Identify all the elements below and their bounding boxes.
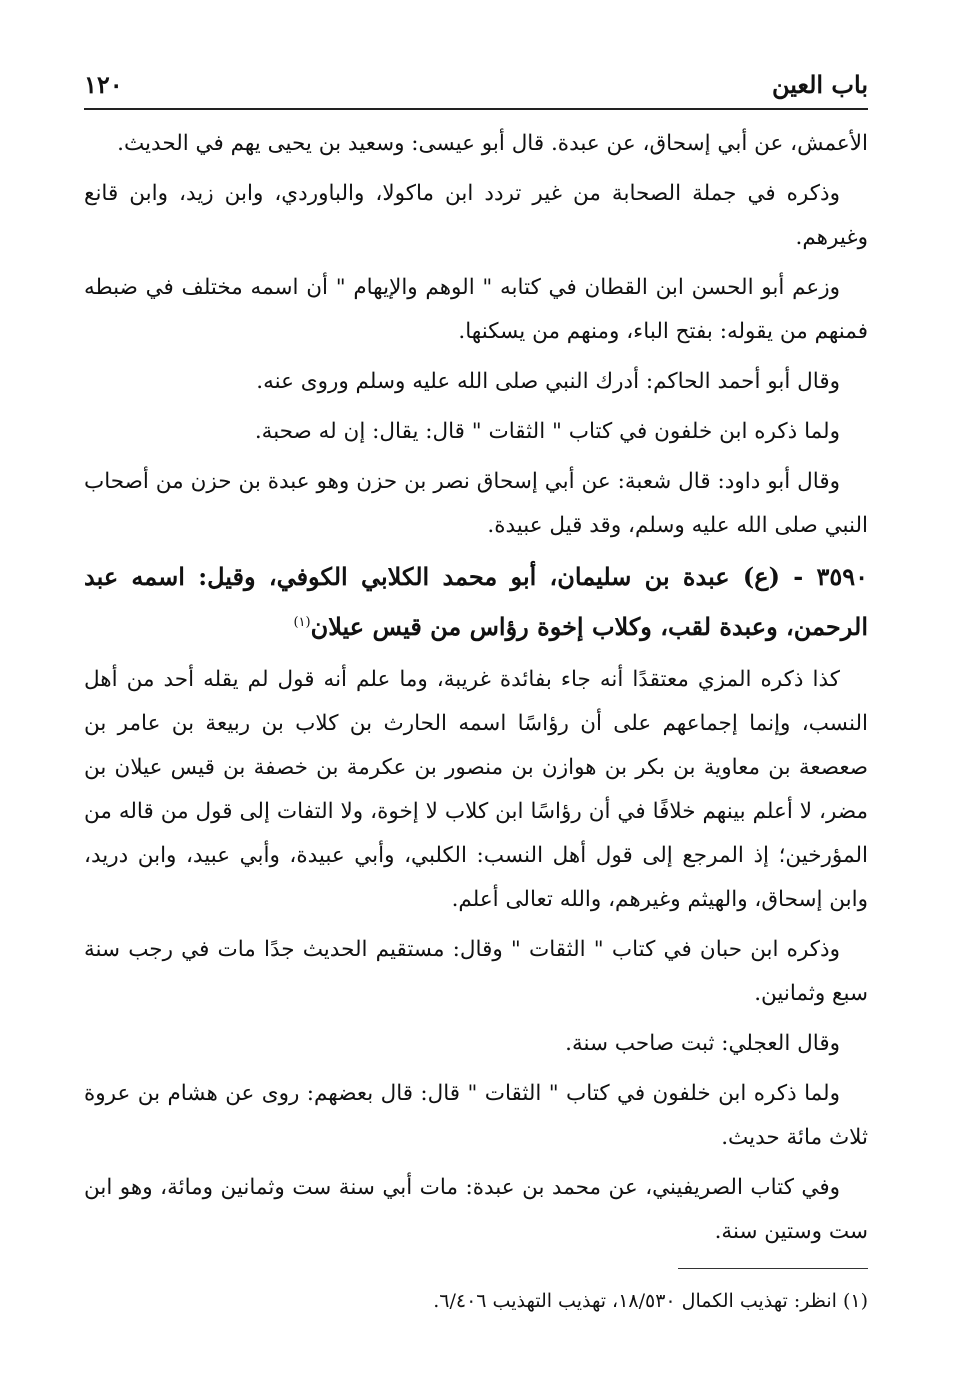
paragraph: وذكره ابن حبان في كتاب " الثقات " وقال: مستقيم الحديث جدًا مات في رجب سنة سبع وثمانين. (84, 937, 868, 1006)
header-rule (84, 108, 868, 110)
footnote-rule (678, 1268, 868, 1269)
paragraph: وقال أبو داود: قال شعبة: عن أبي إسحاق نصر بن حزن وهو عبدة بن حزن من أصحاب النبي صلى الله عليه وسلم، وقد قيل عبيدة. (84, 469, 868, 538)
paragraph: وقال العجلي: ثبت صاحب سنة. (565, 1031, 840, 1056)
paragraph: ولما ذكره ابن خلفون في كتاب " الثقات " قال: قال بعضهم: روى عن هشام بن عروة ثلاث مائة حديث. (84, 1081, 868, 1150)
page-number: ١٢٠ (84, 70, 123, 99)
footnote-marker: (١) (293, 615, 311, 630)
paragraph: الأعمش، عن أبي إسحاق، عن عبدة. قال أبو عيسى: وسعيد بن يحيى يهم في الحديث. (117, 131, 868, 156)
running-header (84, 66, 868, 106)
paragraph: كذا ذكره المزي معتقدًا أنه جاء بفائدة غريبة، وما علم أنه قول لم يقله أحد من أهل النسب، وإنما إجماعهم على أن رؤاسًا اسمه الحارث بن كلاب بن ربيعة بن عامر بن صعصعة بن معاوية بن بكر بن هوازن بن منصور بن عكرمة بن خصفة بن قيس عيلان بن مضر، لا أعلم بينهم خلافًا في أن رؤاسًا ابن كلاب لا إخوة، ولا التفات إلى قول من قاله من المؤرخين؛ إذ المرجع إلى قول أهل النسب: الكلبي، وأبي عبيدة، وأبي عبيد، وابن دريد، وابن إسحاق، والهيثم وغيرهم، والله تعالى أعلم. (84, 667, 868, 912)
footnote: (١) انظر: تهذيب الكمال ١٨/٥٣٠، تهذيب التهذيب ٦/٤٠٦. (433, 1290, 868, 1312)
entry-heading-text: ٣٥٩٠ - (ع) عبدة بن سليمان، أبو محمد الكلابي الكوفي، وقيل: اسمه عبد الرحمن، وعبدة لقب، وكلاب إخوة رؤاس من قيس عيلان (84, 562, 868, 641)
page-body (84, 122, 868, 1260)
chapter-title: باب العين (771, 70, 868, 99)
paragraph: وقال أبو أحمد الحاكم: أدرك النبي صلى الله عليه وسلم وروى عنه. (256, 369, 840, 394)
paragraph: وزعم أبو الحسن ابن القطان في كتابه " الوهم والإيهام " أن اسمه مختلف في ضبطه فمنهم من يقوله: بفتح الباء، ومنهم من يسكنها. (84, 275, 868, 344)
entry-heading (84, 554, 868, 650)
paragraph: وفي كتاب الصريفيني، عن محمد بن عبدة: مات أبي سنة ست وثمانين ومائة، وهو ابن ست وستين سنة. (84, 1175, 868, 1244)
paragraph: ولما ذكره ابن خلفون في كتاب " الثقات " قال: يقال: إن له صحبة. (254, 419, 840, 444)
paragraph: وذكره في جملة الصحابة من غير تردد ابن ماكولا، والباوردي، وابن زيد، وابن قانع وغيرهم. (84, 181, 868, 250)
